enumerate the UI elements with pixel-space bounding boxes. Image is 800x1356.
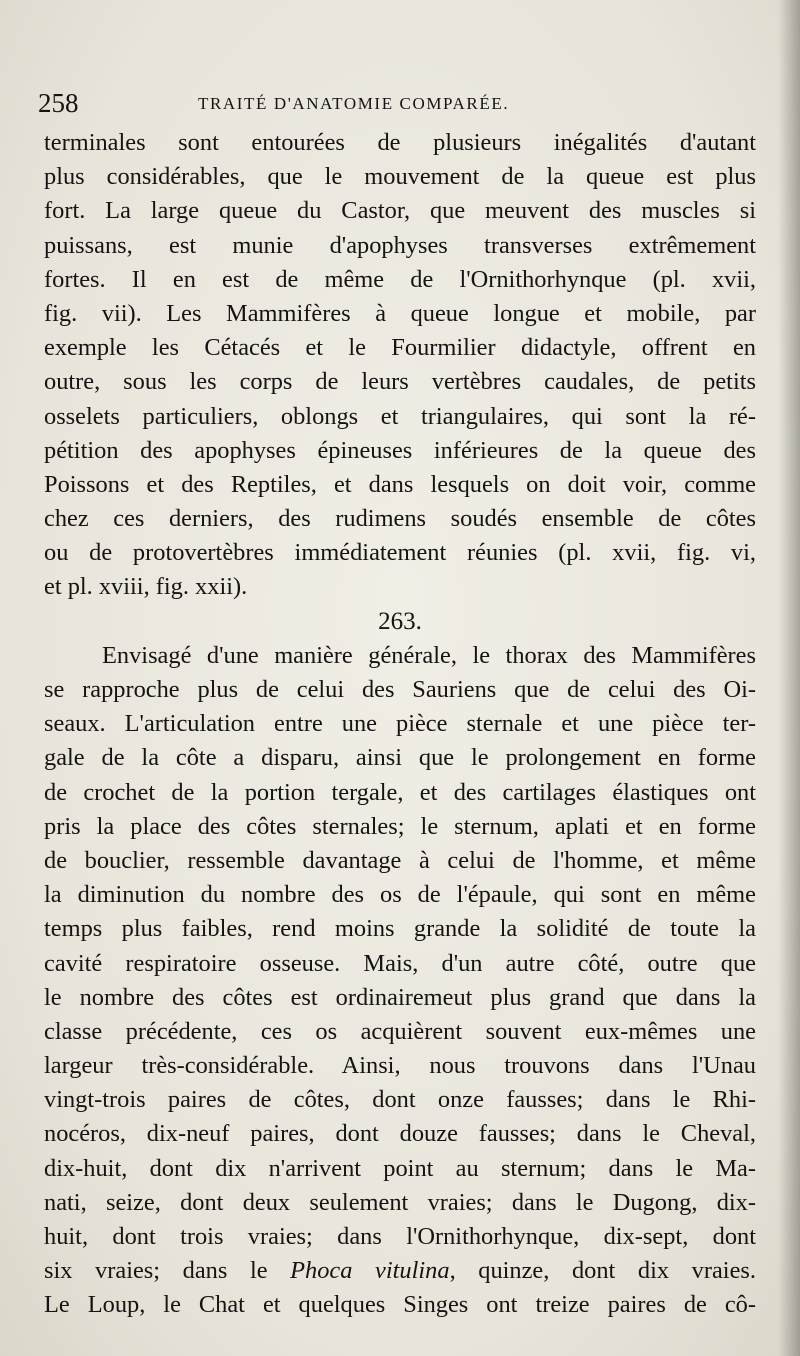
text-line: huit, dont trois vraies; dans l'Ornithorhynque, dix-sept, dont [44, 1223, 756, 1250]
text-line: pris la place des côtes sternales; le sternum, aplati et en forme [44, 812, 756, 840]
section-first-line: Envisagé d'une manière générale, le thorax des Mammifères [102, 641, 756, 669]
text-line: seaux. L'articulation entre une pièce sternale et une pièce ter- [44, 710, 756, 738]
text-line: se rapproche plus de celui des Sauriens que de celui des Oi- [44, 676, 756, 703]
text-line: pétition des apophyses épineuses inférieures de la queue des [44, 436, 756, 464]
body-text [44, 126, 756, 1323]
text-line: terminales sont entourées de plusieurs inégalités d'autant [44, 129, 756, 156]
text-line: outre, sous les corps de leurs vertèbres caudales, de petits [44, 368, 756, 396]
text-line: exemple les Cétacés et le Fourmilier didactyle, offrent en [44, 334, 756, 362]
text-line: temps plus faibles, rend moins grande la solidité de toute la [44, 915, 756, 943]
text-line: Le Loup, le Chat et quelques Singes ont treize paires de cô- [44, 1291, 756, 1319]
text-line: fortes. Il en est de même de l'Ornithorhynque (pl. xvii, [44, 265, 756, 293]
text-line: fort. La large queue du Castor, que meuvent des muscles si [44, 197, 756, 225]
text-line: ou de protovertèbres immédiatement réunies (pl. xvii, fig. vi, [44, 539, 756, 567]
text-line: cavité respiratoire osseuse. Mais, d'un autre côté, outre que [44, 949, 756, 977]
text-fragment: , quinze, dont dix vraies. [449, 1257, 756, 1285]
page-edge-shadow [778, 0, 800, 1356]
text-line: Poissons et des Reptiles, et dans lesquels on doit voir, comme [44, 470, 756, 498]
text-line: de crochet de la portion tergale, et des cartilages élastiques ont [44, 778, 756, 806]
species-name: Phoca vitulina [290, 1257, 450, 1285]
text-line: chez ces derniers, des rudimens soudés ensemble de côtes [44, 505, 756, 533]
text-line: le nombre des côtes est ordinairemeut plus grand que dans la [44, 983, 756, 1011]
text-line: osselets particuliers, oblongs et triangulaires, qui sont la ré- [44, 402, 756, 430]
text-line: classe précédente, ces os acquièrent souvent eux-mêmes une [44, 1017, 756, 1045]
text-line: gale de la côte a disparu, ainsi que le prolongement en forme [44, 744, 756, 772]
text-line-with-species [44, 1254, 756, 1288]
paragraph-end-line: et pl. xviii, fig. xxii). [44, 573, 248, 601]
text-line: plus considérables, que le mouvement de la queue est plus [44, 163, 756, 191]
text-line: de bouclier, ressemble davantage à celui de l'homme, et même [44, 846, 756, 874]
text-line: nocéros, dix-neuf paires, dont douze fausses; dans le Cheval, [44, 1120, 756, 1148]
text-line: fig. vii). Les Mammifères à queue longue et mobile, par [44, 299, 756, 327]
text-line: nati, seize, dont deux seulement vraies; dans le Dugong, dix- [44, 1188, 756, 1216]
running-title: TRAITÉ D'ANATOMIE COMPARÉE. [198, 94, 510, 113]
page-number: 258 [38, 88, 79, 118]
text-line: largeur très-considérable. Ainsi, nous trouvons dans l'Unau [44, 1052, 756, 1080]
text-line: dix-huit, dont dix n'arrivent point au sternum; dans le Ma- [44, 1154, 756, 1182]
section-number: 263. [378, 607, 422, 635]
page-header [38, 88, 758, 122]
text-line: vingt-trois paires de côtes, dont onze fausses; dans le Rhi- [44, 1086, 756, 1114]
text-line: la diminution du nombre des os de l'épaule, qui sont en même [44, 881, 756, 909]
text-line: puissans, est munie d'apophyses transverses extrêmement [44, 231, 756, 259]
text-fragment: six vraies; dans le [44, 1257, 268, 1285]
